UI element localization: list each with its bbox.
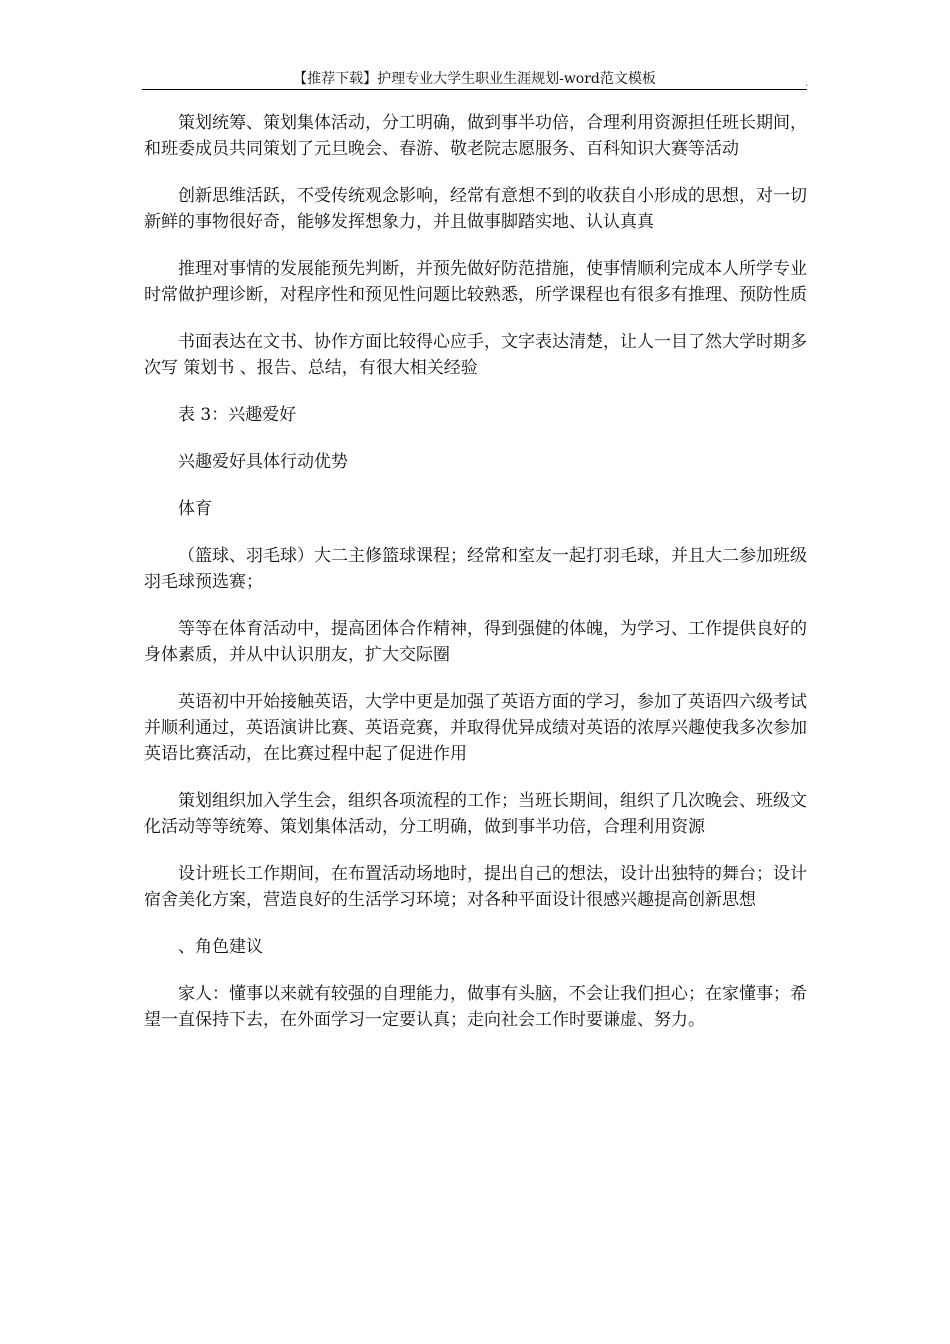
paragraph-writing: 书面表达在文书、协作方面比较得心应手，文字表达清楚，让人一目了然大学时期多次写 策划书 、报告、总结，有很大相关经验 bbox=[144, 332, 807, 378]
header-divider bbox=[142, 89, 807, 90]
page-header-title: 【推荐下载】护理专业大学生职业生涯规划-word范文模板 bbox=[293, 71, 656, 87]
paragraph-english: 英语初中开始接触英语，大学中更是加强了英语方面的学习，参加了英语四六级考试并顺利通过，英语演讲比赛、英语竞赛，并取得优异成绩对英语的浓厚兴趣使我多次参加英语比赛活动，在比赛过程中起了促进作用 bbox=[144, 692, 807, 764]
paragraph-design: 设计班长工作期间，在布置活动场地时，提出自己的想法，设计出独特的舞台；设计宿舍美化方案，营造良好的生活学习环境；对各种平面设计很感兴趣提高创新思想 bbox=[144, 864, 807, 910]
paragraph-sports-action: （篮球、羽毛球）大二主修篮球课程；经常和室友一起打羽毛球，并且大二参加班级羽毛球预选赛； bbox=[144, 546, 807, 592]
paragraph-sports-advantage: 等等在体育活动中，提高团体合作精神，得到强健的体魄，为学习、工作提供良好的身体素质，并从中认识朋友，扩大交际圈 bbox=[144, 619, 807, 665]
paragraph-planning: 策划统筹、策划集体活动，分工明确，做到事半功倍，合理利用资源担任班长期间，和班委成员共同策划了元旦晚会、春游、敬老院志愿服务、百科知识大赛等活动 bbox=[144, 113, 807, 159]
paragraph-organizing: 策划组织加入学生会，组织各项流程的工作；当班长期间，组织了几次晚会、班级文化活动等等统筹、策划集体活动，分工明确，做到事半功倍，合理利用资源 bbox=[144, 791, 807, 837]
document-body bbox=[144, 110, 809, 1054]
paragraph-sports-title: 体育 bbox=[178, 499, 212, 519]
paragraph-family-advice: 家人：懂事以来就有较强的自理能力，做事有头脑，不会让我们担心；在家懂事；希望一直保持下去，在外面学习一定要认真；走向社会工作时要谦虚、努力。 bbox=[144, 984, 807, 1030]
header-mark: . bbox=[805, 78, 809, 89]
paragraph-reasoning: 推理对事情的发展能预先判断，并预先做好防范措施，使事情顺利完成本人所学专业时常做护理诊断，对程序性和预见性问题比较熟悉，所学课程也有很多有推理、预防性质 bbox=[144, 259, 807, 305]
table-caption: 表 3：兴趣爱好 bbox=[178, 405, 297, 425]
table-header-row: 兴趣爱好具体行动优势 bbox=[178, 452, 348, 472]
paragraph-innovation: 创新思维活跃，不受传统观念影响，经常有意想不到的收获自小形成的思想，对一切新鲜的事物很好奇，能够发挥想象力，并且做事脚踏实地、认认真真 bbox=[144, 186, 807, 232]
section-heading-role-advice: 、角色建议 bbox=[178, 937, 263, 957]
